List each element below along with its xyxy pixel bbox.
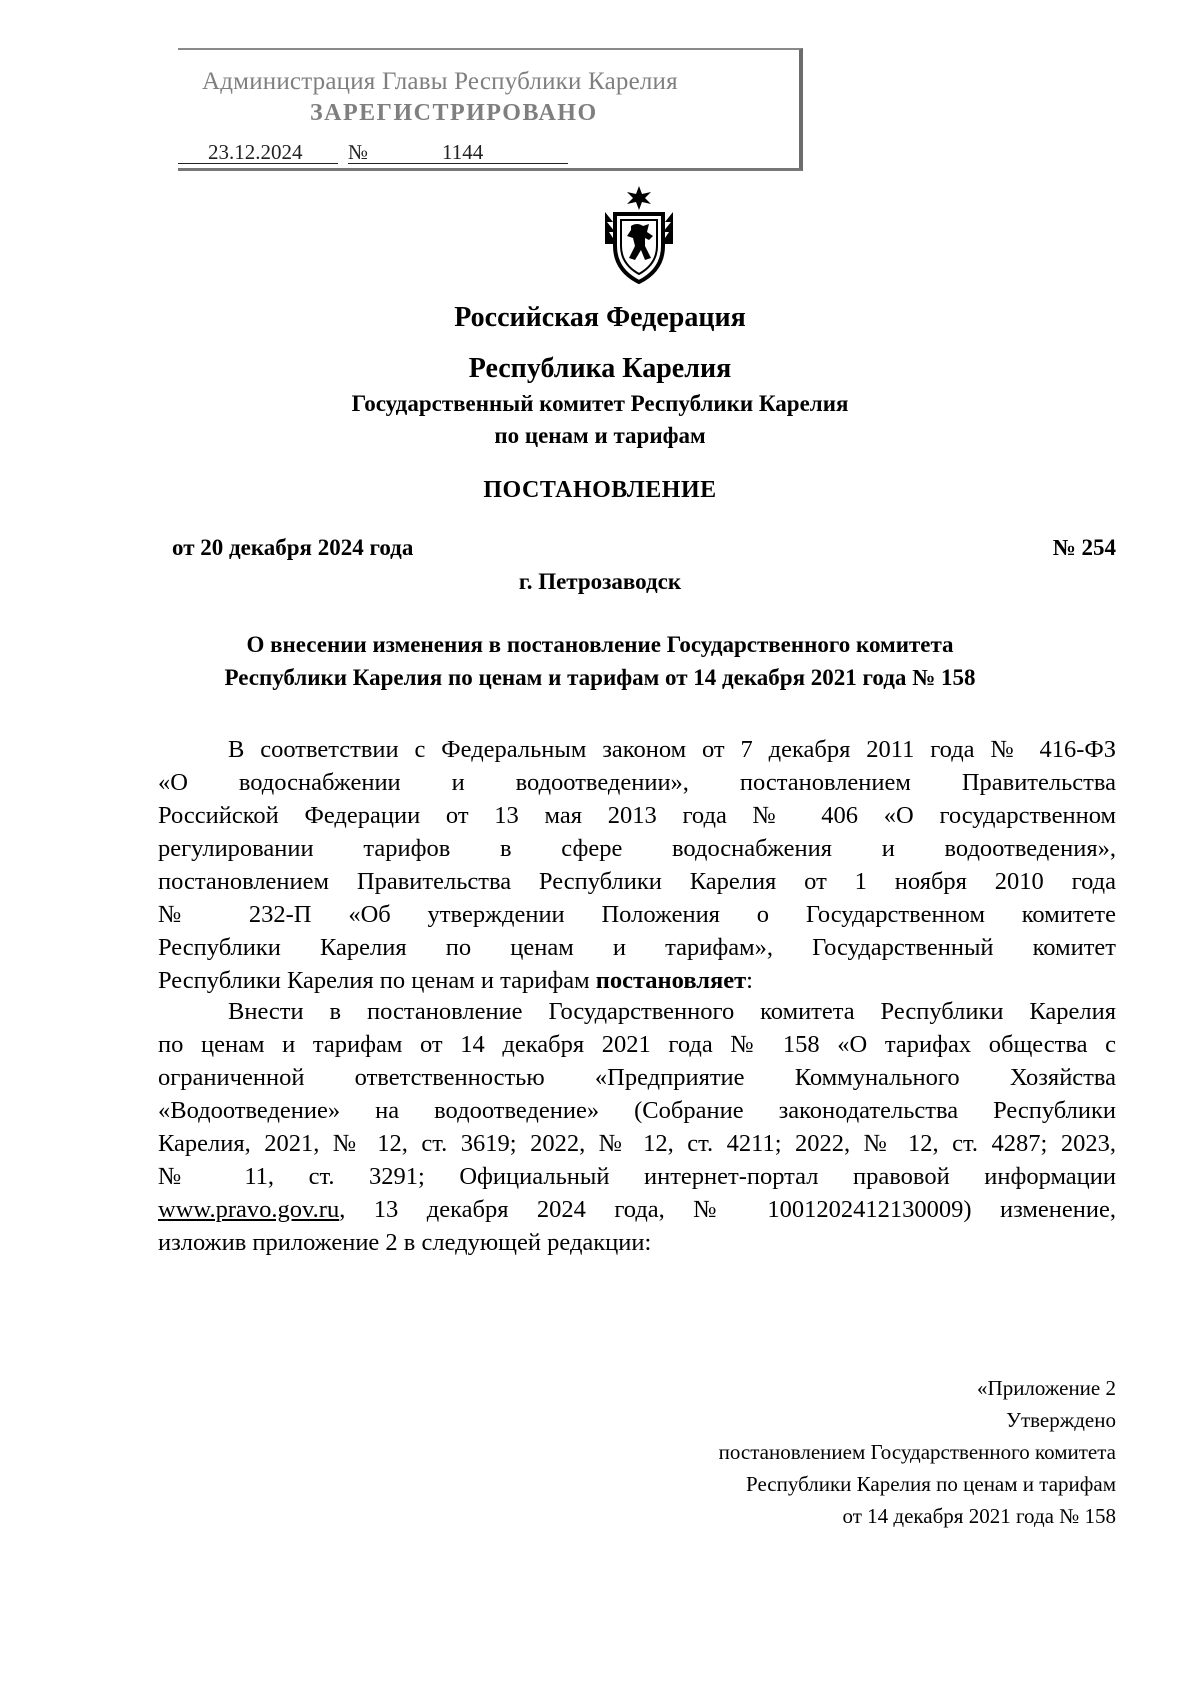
preamble-line: постановлением Правительства Республики Карелия от 1 ноября 2010 года [158, 868, 1116, 895]
preamble-line: В соответствии с Федеральным законом от 7 декабря 2011 года № 416-ФЗ [228, 736, 1116, 763]
republic-title: Республика Карелия [468, 353, 732, 384]
appendix-line-1: «Приложение 2 [977, 1376, 1116, 1400]
preamble-last-line [158, 964, 1116, 997]
stamp-number: 1144 [442, 140, 484, 164]
pravo-link[interactable]: www.pravo.gov.ru [158, 1196, 340, 1223]
operative-line: Внести в постановление Государственного комитета Республики Карелия [228, 998, 1116, 1025]
operative-link-line [158, 1193, 1116, 1226]
preamble-line: Российской Федерации от 13 мая 2013 года № 406 «О государственном [158, 802, 1116, 829]
committee-line-2: по ценам и тарифам [494, 423, 706, 448]
preamble-line: «О водоснабжении и водоотведении», постановлением Правительства [158, 769, 1116, 796]
operative-link-rest: , 13 декабря 2024 года, № 1001202412130009) изменение, [339, 1196, 1116, 1223]
document-type: ПОСТАНОВЛЕНИЕ [483, 477, 717, 503]
appendix-line-3: постановлением Государственного комитета [718, 1440, 1116, 1464]
document-number: № 254 [1052, 535, 1116, 560]
stamp-number-label: № [348, 140, 369, 164]
appendix-line-5: от 14 декабря 2021 года № 158 [842, 1504, 1116, 1528]
appendix-line-4: Республики Карелия по ценам и тарифам [746, 1472, 1116, 1496]
stamp-title: Администрация Главы Республики Карелия [202, 68, 678, 95]
operative-last-line: изложив приложение 2 в следующей редакции: [158, 1229, 652, 1256]
operative-paragraph [158, 995, 1116, 1259]
operative-line: по ценам и тарифам от 14 декабря 2021 года № 158 «О тарифах общества с [158, 1031, 1116, 1058]
appendix-header [719, 1372, 1116, 1532]
stamp-registration-line [178, 140, 598, 168]
subject-line-1: О внесении изменения в постановление Государственного комитета [246, 632, 954, 657]
resolution-keyword: постановляет [595, 967, 747, 994]
country-title: Российская Федерация [454, 302, 746, 333]
preamble-line: № 232-П «Об утверждении Положения о Государственном комитете [158, 901, 1116, 928]
stamp-status: ЗАРЕГИСТРИРОВАНО [310, 100, 598, 126]
preamble-paragraph [158, 733, 1116, 997]
document-city: г. Петрозаводск [518, 569, 682, 594]
karelia-coat-of-arms-icon [599, 184, 679, 284]
operative-line: ограниченной ответственностью «Предприятие Коммунального Хозяйства [158, 1064, 1116, 1091]
preamble-line: Республики Карелия по ценам и тарифам», Государственный комитет [158, 934, 1116, 961]
operative-line: Карелия, 2021, № 12, ст. 3619; 2022, № 12, ст. 4211; 2022, № 12, ст. 4287; 2023, [158, 1130, 1116, 1157]
preamble-last-text: Республики Карелия по ценам и тарифам [158, 967, 590, 994]
document-date: от 20 декабря 2024 года [172, 535, 414, 560]
subject-line-2: Республики Карелия по ценам и тарифам от 14 декабря 2021 года № 158 [224, 665, 976, 690]
operative-line: № 11, ст. 3291; Официальный интернет-портал правовой информации [158, 1163, 1116, 1190]
appendix-line-2: Утверждено [1006, 1408, 1116, 1432]
operative-line: «Водоотведение» на водоотведение» (Собрание законодательства Республики [158, 1097, 1116, 1124]
committee-line-1: Государственный комитет Республики Карелия [351, 391, 849, 416]
preamble-colon: : [746, 967, 753, 994]
stamp-date: 23.12.2024 [208, 140, 303, 164]
preamble-line: регулировании тарифов в сфере водоснабжения и водоотведения», [158, 835, 1116, 862]
